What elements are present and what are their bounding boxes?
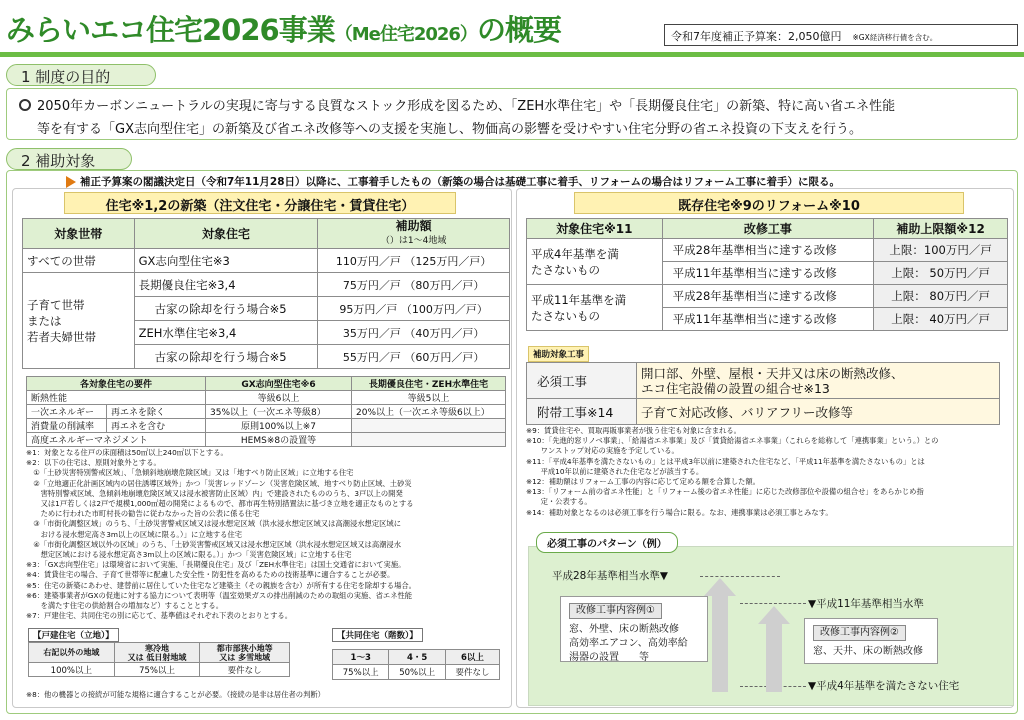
arrow-up-icon: [704, 578, 736, 596]
footnote-left-line-14: ※5：住宅の新築にあわせ、建替前に居住していた住宅など建築主（その親族を含む）が所有する住宅を除却する場合。: [26, 580, 416, 590]
reform-limit-1: 上限：100万円／戸: [874, 239, 1008, 262]
collective-v2: 50%以上: [389, 665, 445, 680]
section1-heading: 1 制度の目的: [6, 64, 156, 86]
eligibility-note-text: 補正予算案の閣議決定日（令和7年11月28日）以降に、工事着手したもの（新築の場合は基礎工事に着手、リフォームの場合はリフォーム工事に着手）に限る。: [80, 176, 840, 188]
reform-heading: 既存住宅※9のリフォーム※10: [574, 192, 964, 214]
footnotes-right: [526, 426, 1010, 522]
collective-col-1: 1～3: [333, 650, 389, 665]
row-zeh-demolition: 古家の除却を行う場合※5: [134, 345, 318, 369]
footnote-left-line-3: ①「土砂災害特別警戒区域」、「急傾斜地崩壊危険区域」又は「地すべり防止区域」に立地する住宅: [26, 468, 354, 478]
detached-col-3-line-2: 又は 多雪地域: [219, 652, 271, 662]
works-required-line-2: エコ住宅設備の設置の組合せ※13: [641, 380, 830, 396]
detached-heading: 【戸建住宅（立地）】: [28, 628, 119, 642]
detached-v3: 要件なし: [200, 663, 290, 677]
footnote-right-line-2: ※10：「先進的窓リノベ事業」、「給湯省エネ事業」及び「賃貸給湯省エネ事業」（これらを総称して「連携事業」という。）との: [526, 436, 939, 446]
detached-v1: 100%以上: [29, 663, 115, 677]
req-energy-sub: 再エネを除く: [107, 405, 206, 419]
req-col-2: GX志向型住宅※6: [206, 377, 352, 391]
row-family-households: [23, 273, 135, 369]
col-household: 対象世帯: [23, 219, 135, 249]
reform-house-h11-line-1: 平成11年基準を満: [531, 292, 627, 307]
req-col-1: 各対象住宅の要件: [27, 377, 206, 391]
footnote-left-line-11: 想定区域における浸水想定高さ3m以上の区域に限る。）」かつ「災害危険区域」に立地する住宅: [26, 550, 352, 560]
collective-heading: 【共同住宅（階数）】: [332, 628, 423, 642]
budget-note: ※GX経済移行債を含む。: [852, 33, 938, 42]
page-title: みらいエコ住宅2026事業（Me住宅2026）の概要: [6, 13, 561, 47]
row-all-households: すべての世帯: [23, 249, 135, 273]
reform-limit-3: 上限： 80万円／戸: [874, 285, 1008, 308]
detached-col-2-line-2: 又は 低日射地域: [127, 652, 187, 662]
collective-table: [332, 649, 500, 680]
footnote-left-line-8: ③「市街化調整区域」のうち、「土砂災害警戒区域又は浸水想定区域（洪水浸水想定区域又は高潮浸水想定区域に: [26, 519, 402, 529]
footnote-left-line-7: ために行われた市町村長の勧告に従わなかった旨の公表に係る住宅: [26, 509, 260, 519]
reform-house-h4-line-2: たさないもの: [531, 262, 600, 277]
footnote-left-line-9: おける浸水想定高さ3m以上の区域に限る。）」に立地する住宅: [26, 529, 243, 539]
footnote-left-line-16: を満たす住宅の供給割合の増加など）することとする。: [26, 601, 224, 611]
card1-line-3: 湯器の設置 等: [569, 652, 649, 663]
reform-table: [526, 218, 1008, 331]
arrow-shaft-1: [712, 596, 728, 692]
req-reduction-label: 消費量の削減率: [27, 419, 107, 433]
purpose-box: [6, 88, 1018, 140]
req-reduction-gx: 原則100%以上※7: [206, 419, 352, 433]
family-line-2: または: [27, 313, 62, 328]
requirements-table: [26, 376, 506, 447]
detached-table: [28, 642, 290, 677]
reform-limit-2: 上限： 50万円／戸: [874, 262, 1008, 285]
collective-v1: 75%以上: [333, 665, 389, 680]
req-energy-gx: 35%以上（一次エネ等級8）: [206, 405, 352, 419]
footnote-right-line-3: ワンストップ対応の実施を予定している。: [526, 446, 679, 456]
footnote-left-line-10: ④「市街化調整区域以外の区域」のうち、「土砂災害警戒区域又は浸水想定区域（洪水浸水想定区域又は高潮浸水: [26, 539, 402, 549]
reform-work-2: 平成11年基準相当に達する改修: [662, 262, 874, 285]
footnote-right-line-9: ※14：補助対象となるのは必須工事を行う場合に限る。なお、連携事業は必須工事とみなす。: [526, 507, 833, 517]
req-hems-long: [352, 433, 506, 447]
footnote-left-line-1: ※1：対象となる住戸の床面積は50㎡以上240㎡以下とする。: [26, 448, 228, 457]
row-long-term-house: 長期優良住宅※3,4: [134, 273, 318, 297]
footnote-right-line-5: 平成10年以前に建築された住宅などが該当する。: [526, 466, 704, 476]
req-col-3: 長期優良住宅・ZEH水準住宅: [352, 377, 506, 391]
circle-bullet-icon: [19, 99, 31, 111]
footnote-right-line-1: ※9：賃貸住宅や、買取再販事業者が扱う住宅も対象に含まれる。: [526, 426, 741, 435]
row-gx-house: GX志向型住宅※3: [134, 249, 318, 273]
triangle-bullet-icon: [66, 176, 76, 188]
newbuild-heading: 住宅※1,2の新築（注文住宅・分譲住宅・賃貸住宅）: [64, 192, 456, 214]
footnote-right-line-6: ※12：補助額はリフォーム工事の内容に応じて定める額を合算した額。: [526, 477, 760, 487]
req-insulation-long: 等級5以上: [352, 391, 506, 405]
footnote-left-line-4: ②「立地適正化計画区域内の居住誘導区域外」かつ「災害レッドゾーン（災害危険区域、地すべり防止区域、土砂災: [26, 478, 412, 488]
footnote-left-line-5: 害特別警戒区域、急傾斜地崩壊危険区域又は浸水被害防止区域）内」で建設されたもののうち、3戸以上の開発: [26, 488, 403, 498]
example-card-1: [560, 596, 708, 662]
detached-col-3-line-1: 都市部狭小地等: [216, 643, 273, 653]
level-h11-line: [740, 603, 806, 604]
col-amount-label: 補助額: [395, 218, 432, 233]
level-h28: 平成28年基準相当水準▼: [552, 570, 668, 582]
budget-text: 令和7年度補正予算案：2,050億円: [671, 30, 842, 43]
req-reduction-sub: 再エネを含む: [107, 419, 206, 433]
newbuild-table: [22, 218, 510, 369]
footnote-left-line-17: ※7：戸建住宅、共同住宅の別に応じて、基準値はそれぞれ下表のとおりとする。: [26, 611, 292, 621]
req-insulation-gx: 等級6以上: [206, 391, 352, 405]
col-amount-sub: （）は1～4地域: [380, 235, 447, 246]
arrow-shaft-2: [766, 624, 782, 692]
collective-v3: 要件なし: [445, 665, 499, 680]
card1-line-2: 高効率エアコン、高効率給: [569, 638, 688, 649]
footnote-left-line-15: ※6：建築事業者がGXの促進に対する協力について表明等（温室効果ガスの排出削減のための取組の実施、省エネ性能: [26, 590, 413, 600]
works-required-line-1: 開口部、外壁、屋根・天井又は床の断熱改修、: [641, 365, 904, 381]
budget-box: [664, 24, 1018, 46]
purpose-text: [7, 89, 1017, 141]
collective-col-2: 4・5: [389, 650, 445, 665]
family-line-1: 子育て世帯: [27, 297, 85, 312]
col-amount: [318, 219, 510, 249]
footnote-left-line-12: ※3：「GX志向型住宅」は環境省において実施、「長期優良住宅」及び「ZEH水準住宅」は国土交通省において実施。: [26, 560, 406, 570]
amount-zeh: 35万円／戸 （40万円／戸）: [318, 321, 510, 345]
header-divider: [0, 52, 1024, 57]
detached-col-1: 右記以外の地域: [29, 643, 115, 663]
example-card-2: [804, 618, 938, 664]
card2-heading: 改修工事内容例②: [813, 625, 906, 641]
reform-house-h4: [527, 239, 663, 285]
amount-long-term-demolition: 95万円／戸 （100万円／戸）: [318, 297, 510, 321]
collective-col-3: 6以上: [445, 650, 499, 665]
footnote-left-line-2: ※2：以下の住宅は、原則対象外とする。: [26, 458, 161, 468]
amount-gx: 110万円／戸 （125万円／戸）: [318, 249, 510, 273]
section2-heading: 2 補助対象: [6, 148, 132, 170]
reform-col-limit: 補助上限額※12: [874, 219, 1008, 239]
detached-col-2: [114, 643, 200, 663]
arrow-up-icon: [758, 606, 790, 624]
req-energy-long: 20%以上（一次エネ等級6以上）: [352, 405, 506, 419]
req-hems-gx: HEMS※8の設置等: [206, 433, 352, 447]
card1-heading: 改修工事内容例①: [569, 603, 662, 619]
reform-house-h11: [527, 285, 663, 331]
card1-line-1: 窓、外壁、床の断熱改修: [569, 624, 679, 635]
level-h28-line: [700, 576, 780, 577]
level-h4: ▼平成4年基準を満たさない住宅: [808, 680, 960, 692]
works-required-label: 必須工事: [527, 363, 637, 399]
req-energy-label: 一次エネルギー: [27, 405, 107, 419]
works-optional-value: 子育て対応改修、バリアフリー改修等: [637, 399, 1000, 425]
amount-zeh-demolition: 55万円／戸 （60万円／戸）: [318, 345, 510, 369]
eligibility-note: [66, 174, 840, 189]
footnote-8: ※8：他の機器との接続が可能な規格に適合することが必要。（接続の是非は居住者の判断）: [26, 690, 325, 699]
req-reduction-long: [352, 419, 506, 433]
purpose-line-1: 2050年カーボンニュートラルの実現に寄与する良質なストック形成を図るため、「ZEH水準住宅」や「長期優良住宅」の新築、特に高い省エネ性能: [37, 99, 896, 114]
purpose-line-2: 等を有する「GX志向型住宅」の新築及び省エネ改修等への支援を実施し、物価高の影響を受けやすい住宅分野の省エネ投資の下支えを行う。: [37, 122, 862, 137]
family-line-3: 若者夫婦世帯: [27, 329, 96, 344]
works-optional-label: 附帯工事※14: [527, 399, 637, 425]
detached-col-2-line-1: 寒冷地: [145, 643, 170, 653]
footnote-right-line-8: 定・公表する。: [526, 497, 592, 507]
req-insulation-label: 断熱性能: [27, 391, 206, 405]
works-table: [526, 362, 1000, 425]
reform-house-h4-line-1: 平成4年基準を満: [531, 246, 619, 261]
reform-work-1: 平成28年基準相当に達する改修: [662, 239, 874, 262]
footnote-right-line-4: ※11：「平成4年基準を満たさないもの」とは平成3年以前に建築された住宅など、「平成11年基準を満たさないもの」とは: [526, 456, 925, 466]
row-zeh-house: ZEH水準住宅※3,4: [134, 321, 318, 345]
detached-col-3: [200, 643, 290, 663]
row-long-term-demolition: 古家の除却を行う場合※5: [134, 297, 318, 321]
level-h11: ▼平成11年基準相当水準: [808, 598, 924, 610]
amount-long-term: 75万円／戸 （80万円／戸）: [318, 273, 510, 297]
works-required-value: [637, 363, 1000, 399]
detached-v2: 75%以上: [114, 663, 200, 677]
col-house: 対象住宅: [134, 219, 318, 249]
reform-work-4: 平成11年基準相当に達する改修: [662, 308, 874, 331]
req-hems-label: 高度エネルギーマネジメント: [27, 433, 206, 447]
card2-line-1: 窓、天井、床の断熱改修: [813, 646, 923, 657]
footnotes-left: [26, 448, 508, 624]
pattern-tag: 必須工事のパターン（例）: [536, 532, 678, 553]
footnote-left-line-6: 又は1戸若しくは2戸で規模1,000㎡超の開発によるもので、都市再生特別措置法に基づき立地を適正なものとする: [26, 499, 414, 509]
footnote-right-line-7: ※13：「リフォーム前の省エネ性能」と「リフォーム後の省エネ性能」に応じた改修部位や設備の組合せ」をあらかじめ指: [526, 487, 924, 497]
works-tag: 補助対象工事: [528, 346, 589, 362]
reform-house-h11-line-2: たさないもの: [531, 308, 600, 323]
reform-col-work: 改修工事: [662, 219, 874, 239]
reform-work-3: 平成28年基準相当に達する改修: [662, 285, 874, 308]
footnote-left-line-13: ※4：賃貸住宅の場合、子育て世帯等に配慮した安全性・防犯性を高めるための技術基準に適合することが必要。: [26, 570, 395, 580]
reform-col-house: 対象住宅※11: [527, 219, 663, 239]
reform-limit-4: 上限： 40万円／戸: [874, 308, 1008, 331]
